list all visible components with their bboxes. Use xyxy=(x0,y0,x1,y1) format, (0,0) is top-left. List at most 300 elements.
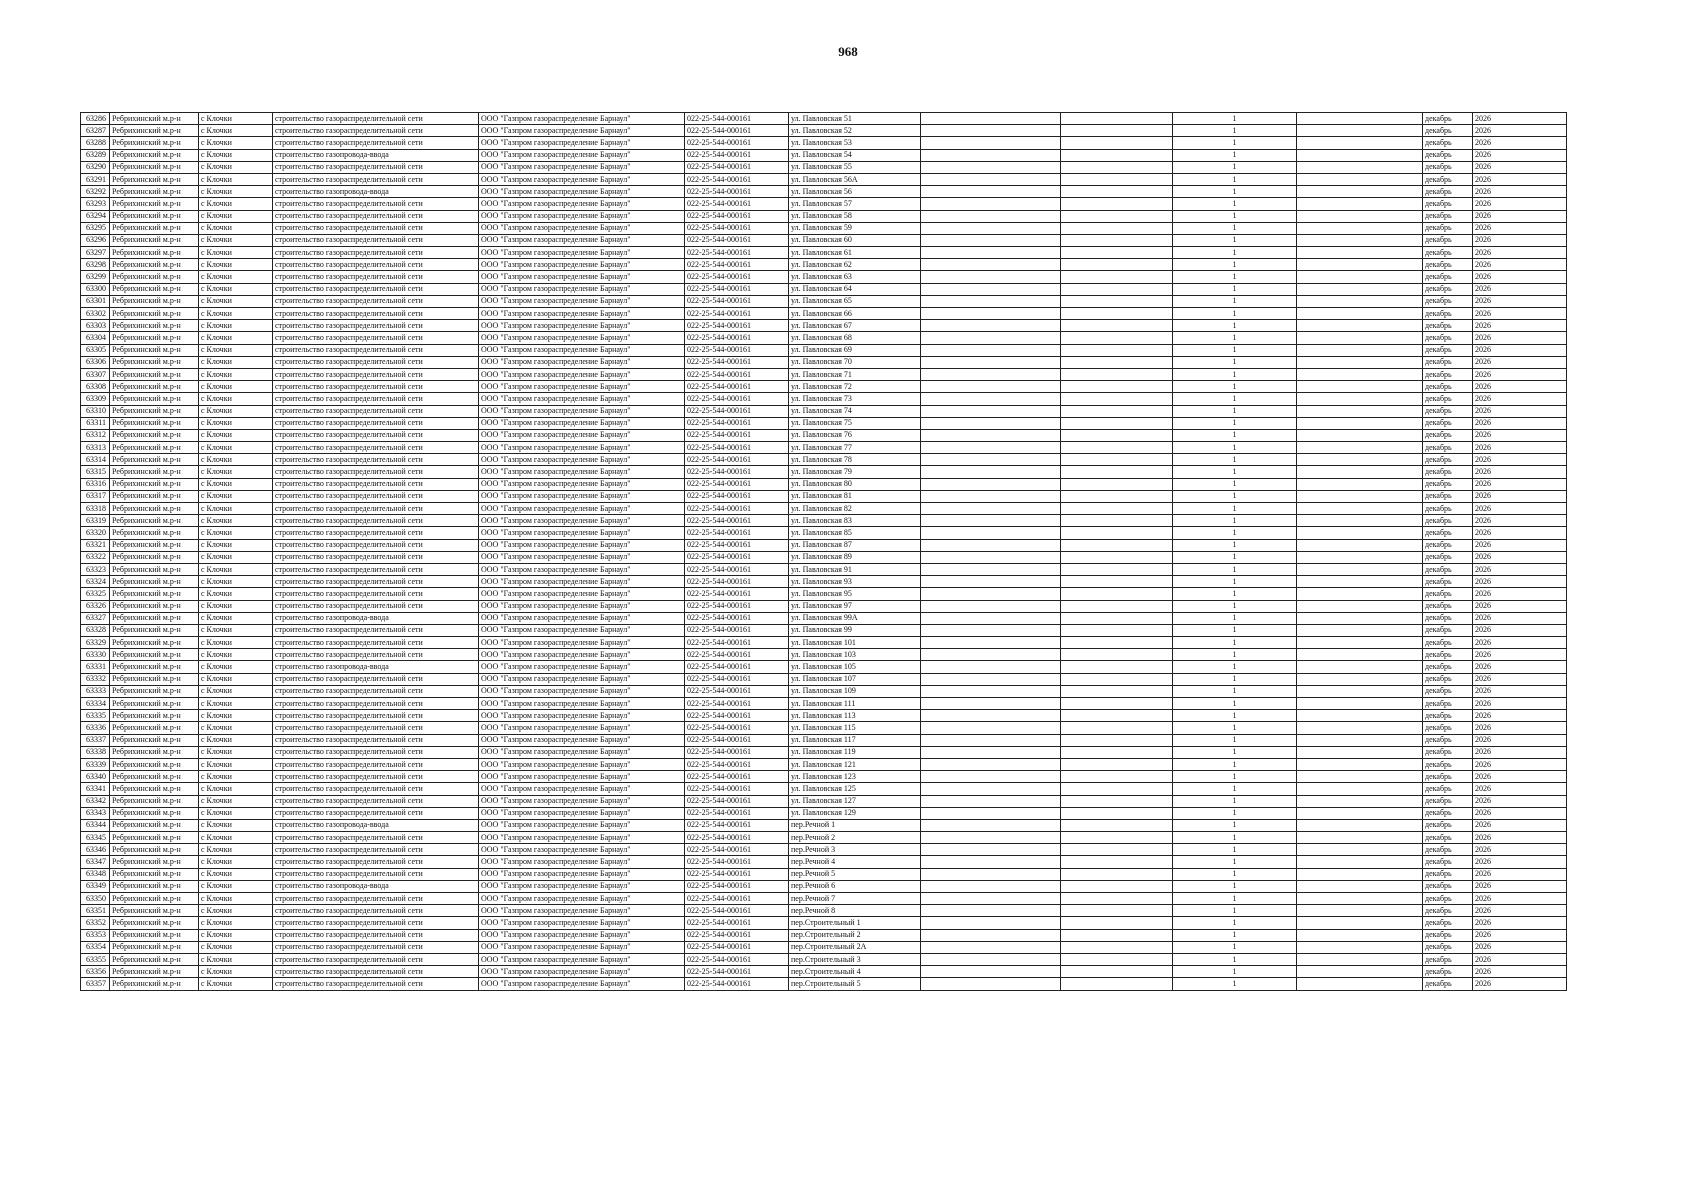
table-row xyxy=(81,210,1567,222)
organization-cell: ООО "Газпром газораспределение Барнаул" xyxy=(479,978,685,990)
year-cell: 2026 xyxy=(1473,234,1567,246)
empty-cell xyxy=(1061,210,1173,222)
settlement-cell: с Клочки xyxy=(199,624,273,636)
work-type-cell: строительство газораспределительной сети xyxy=(273,588,479,600)
district-cell: Ребрихинский м.р-н xyxy=(110,624,199,636)
quantity-cell: 1 xyxy=(1173,186,1297,198)
table-row xyxy=(81,661,1567,673)
district-cell: Ребрихинский м.р-н xyxy=(110,137,199,149)
month-cell: декабрь xyxy=(1423,758,1473,770)
row-number: 63335 xyxy=(81,710,110,722)
empty-cell xyxy=(1297,161,1423,173)
month-cell: декабрь xyxy=(1423,685,1473,697)
settlement-cell: с Клочки xyxy=(199,344,273,356)
organization-cell: ООО "Газпром газораспределение Барнаул" xyxy=(479,746,685,758)
settlement-cell: с Клочки xyxy=(199,698,273,710)
registry-code-cell: 022-25-544-000161 xyxy=(685,819,789,831)
address-cell: ул. Павловская 64 xyxy=(789,283,921,295)
empty-cell xyxy=(1061,332,1173,344)
year-cell: 2026 xyxy=(1473,795,1567,807)
address-cell: пер.Строительный 3 xyxy=(789,953,921,965)
year-cell: 2026 xyxy=(1473,893,1567,905)
row-number: 63309 xyxy=(81,393,110,405)
month-cell: декабрь xyxy=(1423,198,1473,210)
work-type-cell: строительство газораспределительной сети xyxy=(273,953,479,965)
empty-cell xyxy=(1061,588,1173,600)
empty-cell xyxy=(921,868,1061,880)
address-cell: ул. Павловская 125 xyxy=(789,783,921,795)
settlement-cell: с Клочки xyxy=(199,600,273,612)
organization-cell: ООО "Газпром газораспределение Барнаул" xyxy=(479,173,685,185)
address-cell: ул. Павловская 119 xyxy=(789,746,921,758)
work-type-cell: строительство газораспределительной сети xyxy=(273,649,479,661)
work-type-cell: строительство газораспределительной сети xyxy=(273,710,479,722)
quantity-cell: 1 xyxy=(1173,405,1297,417)
empty-cell xyxy=(921,210,1061,222)
settlement-cell: с Клочки xyxy=(199,746,273,758)
quantity-cell: 1 xyxy=(1173,234,1297,246)
registry-code-cell: 022-25-544-000161 xyxy=(685,442,789,454)
year-cell: 2026 xyxy=(1473,771,1567,783)
address-cell: ул. Павловская 56А xyxy=(789,173,921,185)
month-cell: декабрь xyxy=(1423,417,1473,429)
registry-code-cell: 022-25-544-000161 xyxy=(685,503,789,515)
address-cell: ул. Павловская 54 xyxy=(789,149,921,161)
empty-cell xyxy=(921,600,1061,612)
organization-cell: ООО "Газпром газораспределение Барнаул" xyxy=(479,454,685,466)
address-cell: ул. Павловская 93 xyxy=(789,576,921,588)
settlement-cell: с Клочки xyxy=(199,710,273,722)
month-cell: декабрь xyxy=(1423,880,1473,892)
registry-code-cell: 022-25-544-000161 xyxy=(685,283,789,295)
month-cell: декабрь xyxy=(1423,576,1473,588)
district-cell: Ребрихинский м.р-н xyxy=(110,661,199,673)
district-cell: Ребрихинский м.р-н xyxy=(110,905,199,917)
table-row xyxy=(81,454,1567,466)
row-number: 63290 xyxy=(81,161,110,173)
settlement-cell: с Клочки xyxy=(199,417,273,429)
settlement-cell: с Клочки xyxy=(199,539,273,551)
empty-cell xyxy=(921,429,1061,441)
address-cell: ул. Павловская 78 xyxy=(789,454,921,466)
quantity-cell: 1 xyxy=(1173,612,1297,624)
organization-cell: ООО "Газпром газораспределение Барнаул" xyxy=(479,149,685,161)
address-cell: пер.Строительный 2 xyxy=(789,929,921,941)
year-cell: 2026 xyxy=(1473,320,1567,332)
month-cell: декабрь xyxy=(1423,515,1473,527)
district-cell: Ребрихинский м.р-н xyxy=(110,685,199,697)
table-row xyxy=(81,576,1567,588)
empty-cell xyxy=(1297,819,1423,831)
empty-cell xyxy=(1061,710,1173,722)
empty-cell xyxy=(921,113,1061,125)
settlement-cell: с Клочки xyxy=(199,515,273,527)
registry-code-cell: 022-25-544-000161 xyxy=(685,271,789,283)
work-type-cell: строительство газопровода-ввода xyxy=(273,612,479,624)
organization-cell: ООО "Газпром газораспределение Барнаул" xyxy=(479,880,685,892)
year-cell: 2026 xyxy=(1473,454,1567,466)
district-cell: Ребрихинский м.р-н xyxy=(110,758,199,770)
table-row xyxy=(81,649,1567,661)
settlement-cell: с Клочки xyxy=(199,198,273,210)
organization-cell: ООО "Газпром газораспределение Барнаул" xyxy=(479,771,685,783)
year-cell: 2026 xyxy=(1473,563,1567,575)
empty-cell xyxy=(921,783,1061,795)
row-number: 63313 xyxy=(81,442,110,454)
month-cell: декабрь xyxy=(1423,222,1473,234)
empty-cell xyxy=(1297,563,1423,575)
empty-cell xyxy=(1061,624,1173,636)
row-number: 63324 xyxy=(81,576,110,588)
registry-code-cell: 022-25-544-000161 xyxy=(685,161,789,173)
settlement-cell: с Клочки xyxy=(199,966,273,978)
organization-cell: ООО "Газпром газораспределение Барнаул" xyxy=(479,893,685,905)
empty-cell xyxy=(1297,149,1423,161)
month-cell: декабрь xyxy=(1423,624,1473,636)
registry-code-cell: 022-25-544-000161 xyxy=(685,137,789,149)
empty-cell xyxy=(921,149,1061,161)
row-number: 63351 xyxy=(81,905,110,917)
table-row xyxy=(81,320,1567,332)
table-row xyxy=(81,478,1567,490)
work-type-cell: строительство газораспределительной сети xyxy=(273,905,479,917)
empty-cell xyxy=(921,685,1061,697)
organization-cell: ООО "Газпром газораспределение Барнаул" xyxy=(479,576,685,588)
quantity-cell: 1 xyxy=(1173,295,1297,307)
empty-cell xyxy=(1061,125,1173,137)
address-cell: ул. Павловская 58 xyxy=(789,210,921,222)
district-cell: Ребрихинский м.р-н xyxy=(110,271,199,283)
empty-cell xyxy=(1061,563,1173,575)
address-cell: ул. Павловская 95 xyxy=(789,588,921,600)
organization-cell: ООО "Газпром газораспределение Барнаул" xyxy=(479,710,685,722)
work-type-cell: строительство газораспределительной сети xyxy=(273,722,479,734)
district-cell: Ребрихинский м.р-н xyxy=(110,880,199,892)
district-cell: Ребрихинский м.р-н xyxy=(110,783,199,795)
settlement-cell: с Клочки xyxy=(199,588,273,600)
month-cell: декабрь xyxy=(1423,966,1473,978)
settlement-cell: с Клочки xyxy=(199,137,273,149)
table-row xyxy=(81,515,1567,527)
table-row xyxy=(81,125,1567,137)
empty-cell xyxy=(1297,758,1423,770)
registry-code-cell: 022-25-544-000161 xyxy=(685,186,789,198)
empty-cell xyxy=(921,637,1061,649)
year-cell: 2026 xyxy=(1473,271,1567,283)
settlement-cell: с Клочки xyxy=(199,149,273,161)
registry-code-cell: 022-25-544-000161 xyxy=(685,332,789,344)
year-cell: 2026 xyxy=(1473,978,1567,990)
district-cell: Ребрихинский м.р-н xyxy=(110,600,199,612)
year-cell: 2026 xyxy=(1473,405,1567,417)
empty-cell xyxy=(1061,722,1173,734)
district-cell: Ребрихинский м.р-н xyxy=(110,576,199,588)
district-cell: Ребрихинский м.р-н xyxy=(110,832,199,844)
address-cell: пер.Речной 1 xyxy=(789,819,921,831)
empty-cell xyxy=(1061,454,1173,466)
work-type-cell: строительство газораспределительной сети xyxy=(273,807,479,819)
year-cell: 2026 xyxy=(1473,673,1567,685)
district-cell: Ребрихинский м.р-н xyxy=(110,710,199,722)
empty-cell xyxy=(921,807,1061,819)
district-cell: Ребрихинский м.р-н xyxy=(110,941,199,953)
year-cell: 2026 xyxy=(1473,490,1567,502)
organization-cell: ООО "Газпром газораспределение Барнаул" xyxy=(479,734,685,746)
work-type-cell: строительство газораспределительной сети xyxy=(273,978,479,990)
registry-code-cell: 022-25-544-000161 xyxy=(685,210,789,222)
settlement-cell: с Клочки xyxy=(199,234,273,246)
table-row xyxy=(81,527,1567,539)
empty-cell xyxy=(1297,710,1423,722)
row-number: 63343 xyxy=(81,807,110,819)
address-cell: ул. Павловская 73 xyxy=(789,393,921,405)
address-cell: ул. Павловская 74 xyxy=(789,405,921,417)
month-cell: декабрь xyxy=(1423,734,1473,746)
empty-cell xyxy=(921,539,1061,551)
row-number: 63307 xyxy=(81,368,110,380)
registry-code-cell: 022-25-544-000161 xyxy=(685,405,789,417)
year-cell: 2026 xyxy=(1473,527,1567,539)
quantity-cell: 1 xyxy=(1173,978,1297,990)
quantity-cell: 1 xyxy=(1173,344,1297,356)
row-number: 63326 xyxy=(81,600,110,612)
row-number: 63349 xyxy=(81,880,110,892)
work-type-cell: строительство газораспределительной сети xyxy=(273,320,479,332)
organization-cell: ООО "Газпром газораспределение Барнаул" xyxy=(479,588,685,600)
empty-cell xyxy=(1297,259,1423,271)
address-cell: ул. Павловская 68 xyxy=(789,332,921,344)
settlement-cell: с Клочки xyxy=(199,259,273,271)
settlement-cell: с Клочки xyxy=(199,722,273,734)
registry-code-cell: 022-25-544-000161 xyxy=(685,393,789,405)
work-type-cell: строительство газораспределительной сети xyxy=(273,308,479,320)
empty-cell xyxy=(1061,795,1173,807)
year-cell: 2026 xyxy=(1473,624,1567,636)
empty-cell xyxy=(1297,588,1423,600)
settlement-cell: с Клочки xyxy=(199,332,273,344)
district-cell: Ребрихинский м.р-н xyxy=(110,649,199,661)
organization-cell: ООО "Газпром газораспределение Барнаул" xyxy=(479,856,685,868)
organization-cell: ООО "Газпром газораспределение Барнаул" xyxy=(479,198,685,210)
empty-cell xyxy=(1061,929,1173,941)
settlement-cell: с Клочки xyxy=(199,113,273,125)
table-row xyxy=(81,113,1567,125)
registry-table xyxy=(80,112,1567,991)
empty-cell xyxy=(1061,478,1173,490)
registry-code-cell: 022-25-544-000161 xyxy=(685,368,789,380)
month-cell: декабрь xyxy=(1423,600,1473,612)
registry-code-cell: 022-25-544-000161 xyxy=(685,259,789,271)
work-type-cell: строительство газораспределительной сети xyxy=(273,563,479,575)
organization-cell: ООО "Газпром газораспределение Барнаул" xyxy=(479,515,685,527)
year-cell: 2026 xyxy=(1473,161,1567,173)
table-row xyxy=(81,856,1567,868)
work-type-cell: строительство газораспределительной сети xyxy=(273,356,479,368)
year-cell: 2026 xyxy=(1473,710,1567,722)
month-cell: декабрь xyxy=(1423,466,1473,478)
organization-cell: ООО "Газпром газораспределение Барнаул" xyxy=(479,393,685,405)
row-number: 63306 xyxy=(81,356,110,368)
settlement-cell: с Клочки xyxy=(199,308,273,320)
organization-cell: ООО "Газпром газораспределение Барнаул" xyxy=(479,161,685,173)
organization-cell: ООО "Газпром газораспределение Барнаул" xyxy=(479,612,685,624)
organization-cell: ООО "Газпром газораспределение Барнаул" xyxy=(479,429,685,441)
quantity-cell: 1 xyxy=(1173,649,1297,661)
quantity-cell: 1 xyxy=(1173,880,1297,892)
month-cell: декабрь xyxy=(1423,710,1473,722)
year-cell: 2026 xyxy=(1473,929,1567,941)
row-number: 63333 xyxy=(81,685,110,697)
address-cell: ул. Павловская 101 xyxy=(789,637,921,649)
month-cell: декабрь xyxy=(1423,637,1473,649)
work-type-cell: строительство газопровода-ввода xyxy=(273,880,479,892)
district-cell: Ребрихинский м.р-н xyxy=(110,442,199,454)
year-cell: 2026 xyxy=(1473,819,1567,831)
row-number: 63294 xyxy=(81,210,110,222)
quantity-cell: 1 xyxy=(1173,893,1297,905)
empty-cell xyxy=(921,466,1061,478)
work-type-cell: строительство газораспределительной сети xyxy=(273,417,479,429)
year-cell: 2026 xyxy=(1473,466,1567,478)
address-cell: ул. Павловская 127 xyxy=(789,795,921,807)
empty-cell xyxy=(1061,856,1173,868)
month-cell: декабрь xyxy=(1423,551,1473,563)
address-cell: ул. Павловская 56 xyxy=(789,186,921,198)
organization-cell: ООО "Газпром газораспределение Барнаул" xyxy=(479,137,685,149)
empty-cell xyxy=(1061,917,1173,929)
row-number: 63341 xyxy=(81,783,110,795)
month-cell: декабрь xyxy=(1423,454,1473,466)
work-type-cell: строительство газораспределительной сети xyxy=(273,381,479,393)
work-type-cell: строительство газораспределительной сети xyxy=(273,929,479,941)
work-type-cell: строительство газораспределительной сети xyxy=(273,673,479,685)
year-cell: 2026 xyxy=(1473,125,1567,137)
row-number: 63337 xyxy=(81,734,110,746)
address-cell: ул. Павловская 113 xyxy=(789,710,921,722)
empty-cell xyxy=(921,966,1061,978)
settlement-cell: с Клочки xyxy=(199,222,273,234)
address-cell: ул. Павловская 115 xyxy=(789,722,921,734)
empty-cell xyxy=(921,588,1061,600)
quantity-cell: 1 xyxy=(1173,710,1297,722)
work-type-cell: строительство газораспределительной сети xyxy=(273,429,479,441)
table-row xyxy=(81,917,1567,929)
row-number: 63304 xyxy=(81,332,110,344)
district-cell: Ребрихинский м.р-н xyxy=(110,356,199,368)
empty-cell xyxy=(1297,503,1423,515)
year-cell: 2026 xyxy=(1473,368,1567,380)
year-cell: 2026 xyxy=(1473,137,1567,149)
address-cell: ул. Павловская 67 xyxy=(789,320,921,332)
year-cell: 2026 xyxy=(1473,332,1567,344)
work-type-cell: строительство газораспределительной сети xyxy=(273,454,479,466)
registry-code-cell: 022-25-544-000161 xyxy=(685,320,789,332)
row-number: 63310 xyxy=(81,405,110,417)
empty-cell xyxy=(1061,832,1173,844)
organization-cell: ООО "Газпром газораспределение Барнаул" xyxy=(479,247,685,259)
registry-code-cell: 022-25-544-000161 xyxy=(685,807,789,819)
empty-cell xyxy=(1297,624,1423,636)
district-cell: Ребрихинский м.р-н xyxy=(110,953,199,965)
empty-cell xyxy=(1297,966,1423,978)
address-cell: ул. Павловская 109 xyxy=(789,685,921,697)
table-row xyxy=(81,308,1567,320)
work-type-cell: строительство газораспределительной сети xyxy=(273,405,479,417)
work-type-cell: строительство газораспределительной сети xyxy=(273,637,479,649)
row-number: 63329 xyxy=(81,637,110,649)
empty-cell xyxy=(921,271,1061,283)
empty-cell xyxy=(1297,344,1423,356)
organization-cell: ООО "Газпром газораспределение Барнаул" xyxy=(479,259,685,271)
district-cell: Ребрихинский м.р-н xyxy=(110,844,199,856)
address-cell: ул. Павловская 111 xyxy=(789,698,921,710)
organization-cell: ООО "Газпром газораспределение Барнаул" xyxy=(479,539,685,551)
district-cell: Ребрихинский м.р-н xyxy=(110,454,199,466)
quantity-cell: 1 xyxy=(1173,929,1297,941)
work-type-cell: строительство газораспределительной сети xyxy=(273,832,479,844)
empty-cell xyxy=(921,856,1061,868)
empty-cell xyxy=(1297,649,1423,661)
address-cell: ул. Павловская 77 xyxy=(789,442,921,454)
organization-cell: ООО "Газпром газораспределение Барнаул" xyxy=(479,442,685,454)
empty-cell xyxy=(1061,417,1173,429)
table-row xyxy=(81,490,1567,502)
year-cell: 2026 xyxy=(1473,746,1567,758)
year-cell: 2026 xyxy=(1473,113,1567,125)
organization-cell: ООО "Газпром газораспределение Барнаул" xyxy=(479,125,685,137)
empty-cell xyxy=(921,527,1061,539)
row-number: 63316 xyxy=(81,478,110,490)
row-number: 63292 xyxy=(81,186,110,198)
row-number: 63297 xyxy=(81,247,110,259)
settlement-cell: с Клочки xyxy=(199,661,273,673)
year-cell: 2026 xyxy=(1473,515,1567,527)
registry-code-cell: 022-25-544-000161 xyxy=(685,247,789,259)
year-cell: 2026 xyxy=(1473,539,1567,551)
empty-cell xyxy=(921,490,1061,502)
table-row xyxy=(81,381,1567,393)
empty-cell xyxy=(1061,393,1173,405)
organization-cell: ООО "Газпром газораспределение Барнаул" xyxy=(479,295,685,307)
empty-cell xyxy=(921,332,1061,344)
month-cell: декабрь xyxy=(1423,856,1473,868)
district-cell: Ребрихинский м.р-н xyxy=(110,478,199,490)
registry-code-cell: 022-25-544-000161 xyxy=(685,698,789,710)
organization-cell: ООО "Газпром газораспределение Барнаул" xyxy=(479,527,685,539)
year-cell: 2026 xyxy=(1473,844,1567,856)
row-number: 63315 xyxy=(81,466,110,478)
empty-cell xyxy=(1061,234,1173,246)
table-row xyxy=(81,173,1567,185)
settlement-cell: с Клочки xyxy=(199,247,273,259)
month-cell: декабрь xyxy=(1423,832,1473,844)
address-cell: ул. Павловская 61 xyxy=(789,247,921,259)
registry-code-cell: 022-25-544-000161 xyxy=(685,685,789,697)
organization-cell: ООО "Газпром газораспределение Барнаул" xyxy=(479,637,685,649)
address-cell: ул. Павловская 81 xyxy=(789,490,921,502)
settlement-cell: с Клочки xyxy=(199,832,273,844)
settlement-cell: с Клочки xyxy=(199,551,273,563)
quantity-cell: 1 xyxy=(1173,783,1297,795)
empty-cell xyxy=(921,698,1061,710)
settlement-cell: с Клочки xyxy=(199,429,273,441)
district-cell: Ребрихинский м.р-н xyxy=(110,161,199,173)
empty-cell xyxy=(1061,941,1173,953)
table-row xyxy=(81,624,1567,636)
month-cell: декабрь xyxy=(1423,673,1473,685)
empty-cell xyxy=(921,173,1061,185)
empty-cell xyxy=(1297,173,1423,185)
